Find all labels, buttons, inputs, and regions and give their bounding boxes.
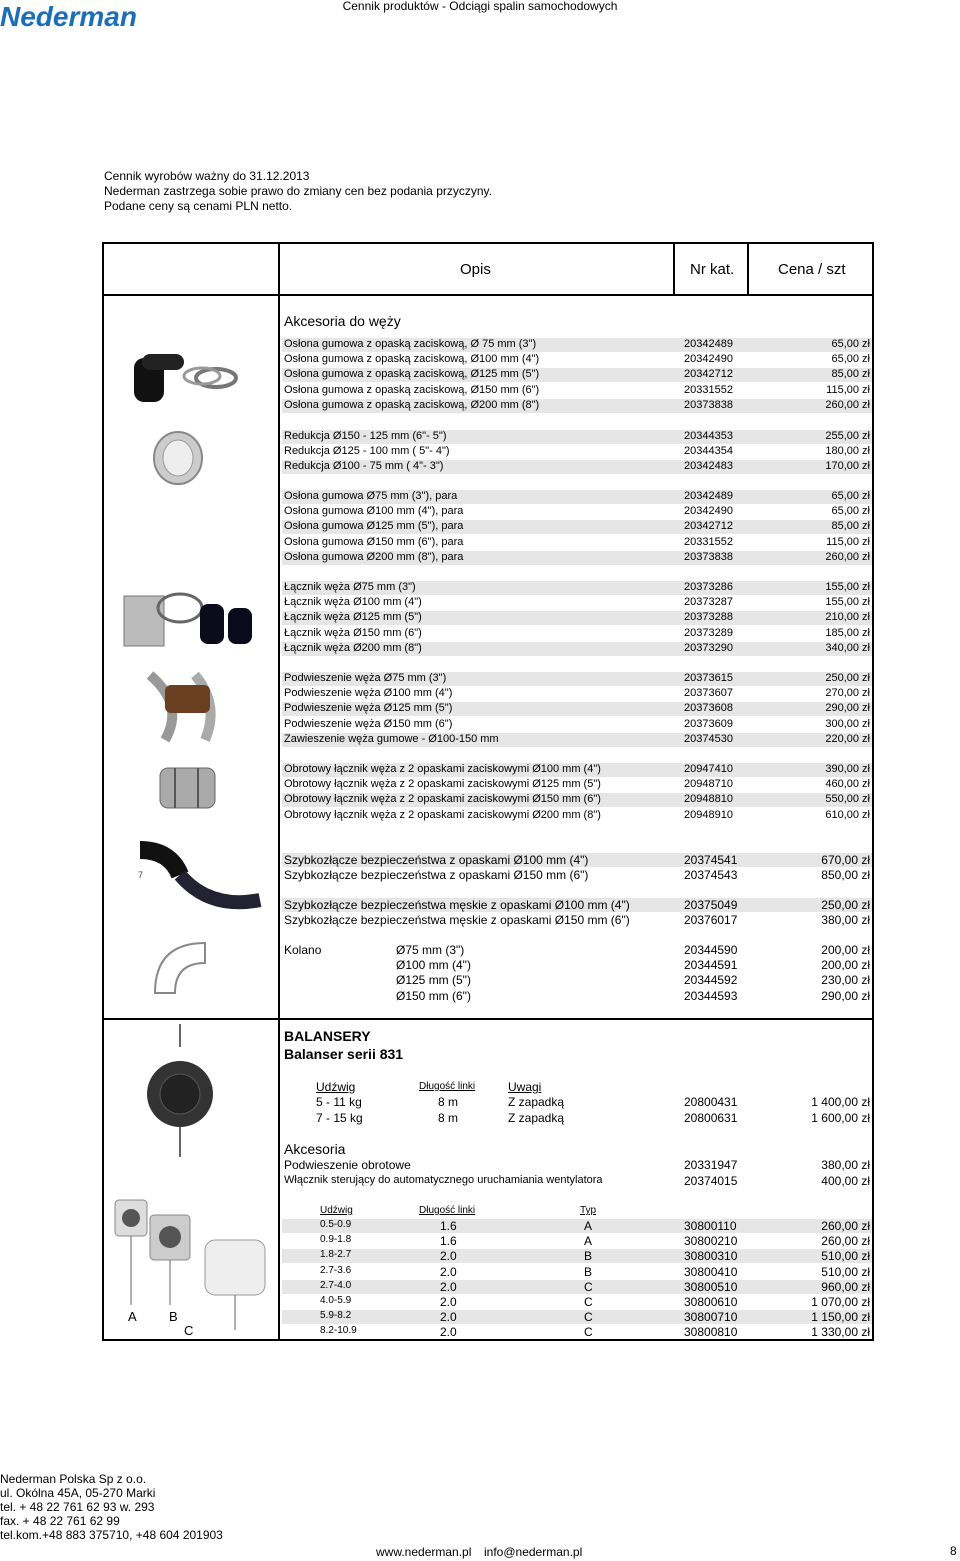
table-row [282,384,872,398]
price-cell: 390,00 zł [825,763,870,775]
description-cell: Łącznik węża Ø125 mm (5") [284,611,422,624]
footer-email-link[interactable]: info@nederman.pl [484,1545,583,1559]
description-cell: Łącznik węża Ø75 mm (3") [284,581,416,593]
footer-company [0,1472,223,1542]
code-cell: 20800431 [684,1095,738,1109]
type-cell: C [584,1310,593,1325]
image-label-b: B [169,1309,178,1324]
price-cell: 200,00 zł [821,958,870,973]
code-cell: 20947410 [684,763,733,775]
code-cell: 20374541 [684,853,738,867]
price-cell: 255,00 zł [825,430,870,442]
price-cell: 230,00 zł [821,973,870,988]
capacity-cell: 0.9-1.8 [320,1234,352,1246]
code-cell: 20948810 [684,793,733,806]
price-cell: 85,00 zł [831,520,870,533]
capacity-cell: 1.8-2.7 [320,1249,352,1261]
description-cell: Włącznik sterujący do automatycznego uruchamiania wentylatora [284,1174,603,1186]
code-cell: 20948710 [684,778,733,791]
header-divider [102,294,874,296]
price-cell: 400,00 zł [821,1174,870,1188]
table-row [282,520,872,534]
description-cell: Redukcja Ø125 - 100 mm ( 5"- 4") [284,445,450,458]
description-cell: Podwieszenie węża Ø125 mm (5") [284,702,453,715]
cable-length-cell: 1.6 [440,1234,457,1249]
column-header-price: Cena / szt [778,261,846,278]
table-row [282,430,872,444]
type-cell: C [584,1325,593,1340]
balanser-small-row [282,1325,872,1339]
description-cell: Osłona gumowa z opaską zaciskową, Ø125 mm (5") [284,368,540,381]
description-cell: Łącznik węża Ø100 mm (4") [284,596,422,609]
description-cell: Ø125 mm (5") [396,973,471,988]
price-cell: 200,00 zł [821,943,870,957]
table-row [282,490,872,504]
code-cell: 20376017 [684,913,738,928]
price-cell: 340,00 zł [825,641,870,654]
code-cell: 20373838 [684,398,733,411]
description-cell: Obrotowy łącznik węża z 2 opaskami zaciskowymi Ø200 mm (8") [284,808,601,821]
table-row [282,898,872,912]
price-cell: 510,00 zł [821,1264,870,1279]
code-cell: 20331552 [684,535,733,548]
capacity-cell: 4.0-5.9 [320,1295,352,1306]
description-cell: Podwieszenie węża Ø75 mm (3") [284,672,447,684]
price-cell: 65,00 zł [831,505,870,518]
price-cell: 380,00 zł [821,1158,870,1172]
code-cell: 30800410 [684,1264,738,1279]
column-divider-code [747,242,749,296]
description-cell: Łącznik węża Ø150 mm (6") [284,626,422,639]
price-cell: 65,00 zł [831,353,870,366]
balanser-small-row [282,1249,872,1263]
hose-connector-image [120,588,260,653]
price-cell: 960,00 zł [821,1279,870,1294]
akcesoria-row [282,1158,872,1172]
code-cell: 20373838 [684,550,733,563]
capacity-cell: 5.9-8.2 [320,1310,352,1322]
price-cell: 260,00 zł [825,398,870,411]
code-cell: 20342489 [684,338,733,350]
balancer-831-image [140,1022,220,1162]
price-cell: 460,00 zł [825,778,870,791]
table-row [282,338,872,352]
table-row [282,793,872,807]
price-cell: 290,00 zł [825,702,870,715]
price-cell: 850,00 zł [821,868,870,883]
code-cell: 30800210 [684,1234,738,1249]
column-header-code: Nr kat. [690,261,735,278]
table-row [282,718,872,732]
description-cell: Osłona gumowa Ø150 mm (6"), para [284,535,464,548]
price-cell: 210,00 zł [825,611,870,624]
table-row [282,868,872,882]
description-cell: Osłona gumowa z opaską zaciskową, Ø100 mm (4") [284,353,540,366]
page-number: 8 [950,1544,957,1558]
price-cell: 1 400,00 zł [811,1095,870,1109]
table-row [282,913,872,927]
code-cell: 20342490 [684,353,733,366]
section-divider [102,1018,874,1020]
code-cell: 20331947 [684,1158,738,1172]
description-cell: Ø150 mm (6") [396,988,471,1003]
description-cell: Ø75 mm (3") [396,943,465,957]
code-cell: 20342712 [684,368,733,381]
price-cell: 290,00 zł [821,988,870,1003]
description-cell: Podwieszenie węża Ø150 mm (6") [284,717,453,730]
table-row [282,611,872,625]
description-cell: Osłona gumowa z opaską zaciskową, Ø 75 mm (3") [284,338,537,350]
code-cell: 20373608 [684,702,733,715]
description-cell: Podwieszenie obrotowe [284,1158,411,1172]
table-row [282,687,872,701]
code-cell: 20344354 [684,445,733,458]
footer-company-name: Nederman Polska Sp z o.o. [0,1472,147,1486]
capacity-cell: 7 - 15 kg [316,1111,363,1125]
table-row [282,733,872,747]
description-cell: Zawieszenie węża gumowe - Ø100-150 mm [284,732,499,745]
code-cell: 20331552 [684,383,733,396]
capacity-cell: 2.7-3.6 [320,1264,352,1276]
remarks-cell: Z zapadką [508,1111,565,1125]
description-cell: Redukcja Ø100 - 75 mm ( 4"- 3") [284,460,444,473]
code-cell: 20344590 [684,943,738,957]
code-cell: 20374015 [684,1174,738,1188]
price-cell: 510,00 zł [821,1249,870,1264]
price-cell: 185,00 zł [825,626,870,639]
balanser-small-row [282,1234,872,1248]
description-cell: Obrotowy łącznik węża z 2 opaskami zaciskowymi Ø150 mm (6") [284,793,601,806]
code-cell: 20373609 [684,717,733,730]
price-cell: 65,00 zł [831,490,870,502]
safety-coupling-image [120,840,265,915]
cable-length-cell: 2.0 [440,1264,457,1279]
price-cell: 85,00 zł [831,368,870,381]
price-cell: 1 330,00 zł [811,1325,870,1340]
rubber-cover-clamp-image [130,340,240,410]
code-cell: 20375049 [684,898,738,912]
type-cell: A [584,1219,593,1233]
code-cell: 20373289 [684,626,733,639]
price-cell: 250,00 zł [821,898,870,912]
price-cell: 260,00 zł [825,550,870,563]
code-cell: 20374543 [684,868,738,883]
table-row [282,702,872,716]
price-cell: 550,00 zł [825,793,870,806]
price-cell: 270,00 zł [825,687,870,700]
col2-header-dlugosc: Długość linki [419,1205,476,1216]
price-cell: 65,00 zł [831,338,870,350]
table-row [282,596,872,610]
kolano-row [282,943,872,957]
col-header-udzwig: Udźwig [316,1080,356,1094]
description-cell: Osłona gumowa z opaską zaciskową, Ø200 mm (8") [284,398,540,411]
code-cell: 20373290 [684,641,733,654]
code-cell: 20373286 [684,581,733,593]
price-cell: 155,00 zł [825,581,870,593]
kolano-row [282,973,872,987]
balanser-small-row [282,1310,872,1324]
balanser-series-title: Balanser serii 831 [284,1046,404,1062]
price-cell: 115,00 zł [826,383,870,396]
code-cell: 20373287 [684,596,733,609]
balanser-small-row [282,1295,872,1309]
table-row [282,445,872,459]
code-cell: 20342489 [684,490,733,502]
code-cell: 30800510 [684,1279,738,1294]
code-cell: 20948910 [684,808,733,821]
table-row [282,642,872,656]
table-row [282,460,872,474]
cable-length-cell: 2.0 [440,1279,457,1294]
code-cell: 30800810 [684,1325,738,1340]
cable-length-cell: 8 m [438,1111,459,1125]
table-row [282,368,872,382]
kolano-row [282,989,872,1003]
price-cell: 220,00 zł [825,732,870,745]
reducer-image [148,430,208,485]
price-cell: 610,00 zł [825,808,870,821]
description-cell: Osłona gumowa z opaską zaciskową, Ø150 mm (6") [284,383,540,396]
description-cell: Szybkozłącze bezpieczeństwa męskie z opaskami Ø100 mm (4") [284,898,630,912]
balanser-small-row [282,1280,872,1294]
table-row [282,399,872,413]
image-label-c: C [184,1323,194,1338]
capacity-cell: 2.7-4.0 [320,1279,352,1291]
capacity-cell: 5 - 11 kg [316,1095,362,1109]
table-row [282,581,872,595]
table-row [282,551,872,565]
code-cell: 20373607 [684,687,733,700]
table-row [282,763,872,777]
footer-fax: fax. + 48 22 761 62 99 [0,1514,120,1528]
price-cell: 180,00 zł [825,445,870,458]
code-cell: 20342483 [684,460,733,473]
section-title-accessories: Akcesoria do węży [284,313,401,329]
description-cell: Ø100 mm (4") [396,958,471,973]
hose-hanger-image [145,665,225,745]
price-cell: 380,00 zł [821,913,870,928]
footer-mobile: tel.kom.+48 883 375710, +48 604 201903 [0,1528,223,1542]
balanser-row [282,1111,872,1125]
footer-website-link[interactable]: www.nederman.pl [376,1545,472,1559]
code-cell: 20374530 [684,732,733,745]
svg-text:7: 7 [138,870,144,880]
validity-note: Cennik wyrobów ważny do 31.12.2013 [104,169,310,183]
table-row [282,809,872,823]
code-cell: 20373288 [684,611,733,624]
code-cell: 20344353 [684,430,733,442]
price-cell: 1 150,00 zł [811,1310,870,1325]
table-row [282,353,872,367]
code-cell: 20344591 [684,958,738,973]
price-cell: 260,00 zł [821,1234,870,1249]
code-cell: 20342490 [684,505,733,518]
net-price-note: Podane ceny są cenami PLN netto. [104,199,293,213]
price-cell: 250,00 zł [825,672,870,684]
capacity-cell: 0.5-0.9 [320,1219,352,1230]
footer-phone: tel. + 48 22 761 62 93 w. 293 [0,1500,155,1514]
balanser-small-row [282,1265,872,1279]
description-cell: Redukcja Ø150 - 125 mm (6"- 5") [284,430,447,442]
cable-length-cell: 2.0 [440,1325,457,1340]
kolano-label: Kolano [284,943,322,957]
balanser-small-row [282,1219,872,1233]
footer-address: ul. Okólna 45A, 05-270 Marki [0,1486,156,1500]
description-cell: Osłona gumowa Ø100 mm (4"), para [284,505,464,518]
balanser-row [282,1095,872,1109]
capacity-cell: 8.2-10.9 [320,1325,357,1337]
type-cell: B [584,1249,593,1264]
description-cell: Szybkozłącze bezpieczeństwa męskie z opaskami Ø150 mm (6") [284,913,630,928]
cable-length-cell: 2.0 [440,1249,457,1264]
cable-length-cell: 2.0 [440,1295,457,1309]
column-divider-image [278,242,280,1341]
col-header-uwagi: Uwagi [508,1080,542,1094]
code-cell: 20342712 [684,520,733,533]
balansery-title: BALANSERY [284,1028,371,1044]
table-row [282,778,872,792]
column-divider-desc [673,242,675,296]
price-cell: 115,00 zł [826,535,870,548]
description-cell: Szybkozłącze bezpieczeństwa z opaskami Ø100 mm (4") [284,853,589,867]
type-cell: C [584,1295,593,1309]
col2-header-udzwig: Udźwig [320,1205,353,1216]
description-cell: Łącznik węża Ø200 mm (8") [284,641,422,654]
type-cell: C [584,1279,593,1294]
akcesoria-row [282,1174,872,1188]
code-cell: 30800310 [684,1249,738,1264]
balancers-abc-image [110,1185,280,1335]
table-row [282,853,872,867]
description-cell: Obrotowy łącznik węża z 2 opaskami zaciskowymi Ø100 mm (4") [284,763,601,775]
price-cell: 170,00 zł [825,460,870,473]
remarks-cell: Z zapadką [508,1095,565,1109]
table-row [282,536,872,550]
description-cell: Osłona gumowa Ø200 mm (8"), para [284,550,464,563]
price-cell: 260,00 zł [821,1219,870,1233]
code-cell: 20800631 [684,1111,738,1125]
code-cell: 30800110 [684,1219,737,1233]
code-cell: 20373615 [684,672,733,684]
price-cell: 670,00 zł [821,853,870,867]
type-cell: B [584,1264,593,1279]
price-cell: 300,00 zł [825,717,870,730]
table-row [282,672,872,686]
type-cell: A [584,1234,593,1249]
page-title: Cennik produktów - Odciągi spalin samochodowych [342,0,618,13]
table-row [282,627,872,641]
kolano-row [282,958,872,972]
description-cell: Osłona gumowa Ø125 mm (5"), para [284,520,464,533]
table-row [282,505,872,519]
cable-length-cell: 2.0 [440,1310,457,1325]
code-cell: 30800710 [684,1310,738,1325]
code-cell: 20344592 [684,973,738,988]
description-cell: Szybkozłącze bezpieczeństwa z opaskami Ø150 mm (6") [284,868,589,883]
description-cell: Podwieszenie węża Ø100 mm (4") [284,687,453,700]
column-header-desc: Opis [460,261,491,278]
cable-length-cell: 1.6 [440,1219,457,1233]
logo-text: Nederman [0,1,137,32]
description-cell: Obrotowy łącznik węża z 2 opaskami zaciskowymi Ø125 mm (5") [284,778,601,791]
swivel-connector-image [150,758,225,818]
price-cell: 1 600,00 zł [811,1111,870,1125]
price-cell: 155,00 zł [825,596,870,609]
cable-length-cell: 8 m [438,1095,459,1109]
elbow-image [150,938,210,998]
description-cell: Osłona gumowa Ø75 mm (3"), para [284,490,458,502]
code-cell: 20344593 [684,988,738,1003]
col-header-dlugosc: Długość linki [419,1081,476,1092]
price-change-note: Nederman zastrzega sobie prawo do zmiany cen bez podania przyczyny. [104,184,492,198]
col2-header-typ: Typ [580,1205,597,1216]
code-cell: 30800610 [684,1295,738,1309]
akcesoria-title: Akcesoria [284,1141,346,1157]
price-cell: 1 070,00 zł [811,1295,870,1309]
image-label-a: A [128,1309,137,1324]
